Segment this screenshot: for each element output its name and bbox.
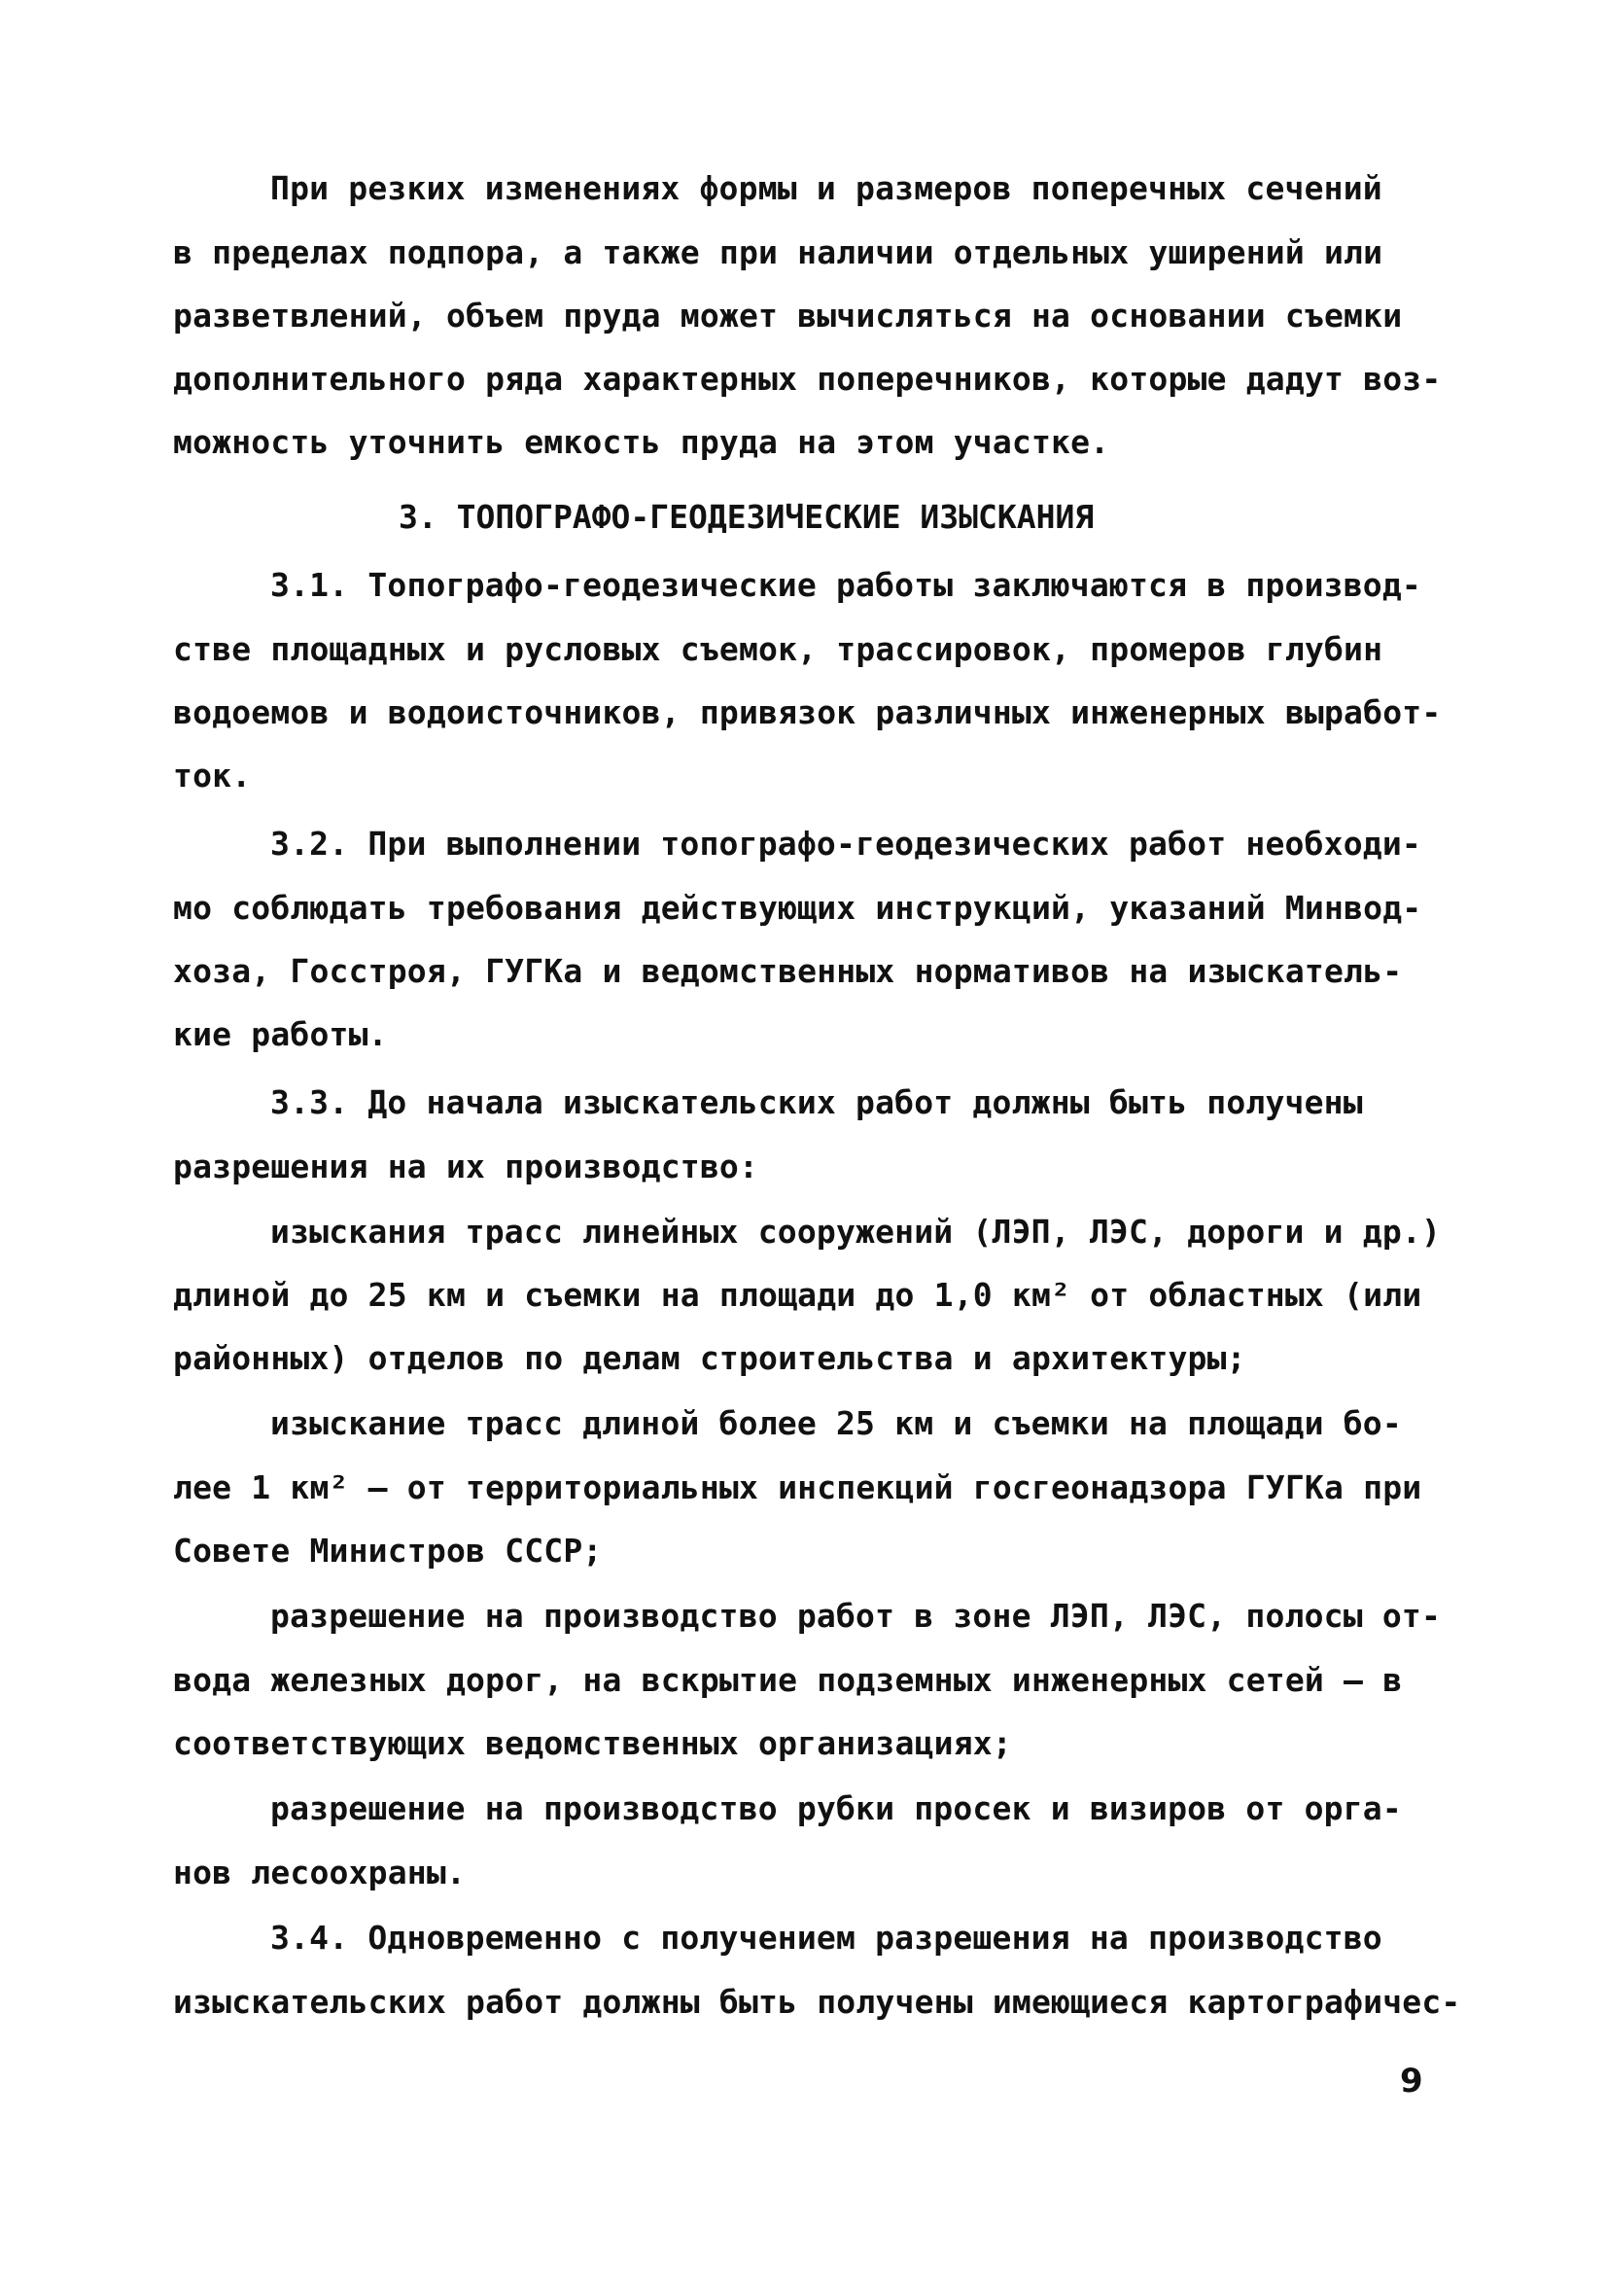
list-item-1-line-2: длиной до 25 км и съемки на площади до 1,0 км² от областных (или [173,1276,1422,1314]
section-3-2-line-3: хоза, Госстроя, ГУГКа и ведомственных нормативов на изыскатель- [173,952,1403,990]
section-3-2-line-4: кие работы. [173,1015,388,1053]
section-3-4-line-2: изыскательских работ должны быть получены имеющиеся картографичес- [173,1983,1461,2021]
list-item-2-line-2: лее 1 км² – от территориальных инспекций госгеонадзора ГУГКа при [173,1468,1422,1506]
list-item-4-line-1: разрешение на производство рубки просек и визиров от орга- [270,1789,1402,1827]
section-3-3-line-2: разрешения на их производство: [173,1148,759,1185]
section-3-1-line-2: стве площадных и русловых съемок, трассировок, промеров глубин [173,630,1383,668]
page-number: 9 [1400,2062,1423,2101]
list-item-3-line-2: вода железных дорог, на вскрытие подземных инженерных сетей – в [173,1661,1403,1699]
intro-line-3: разветвлений, объем пруда может вычисляться на основании съемки [173,297,1403,335]
list-item-3-line-1: разрешение на производство работ в зоне ЛЭП, ЛЭС, полосы от- [270,1597,1442,1635]
intro-line-2: в пределах подпора, а также при наличии отдельных уширений или [173,233,1383,271]
list-item-2-line-3: Совете Министров СССР; [173,1532,603,1570]
list-item-1-line-3: районных) отделов по делам строительства и архитектуры; [173,1339,1246,1377]
section-3-1-line-4: ток. [173,757,252,795]
section-heading: 3. ТОПОГРАФО-ГЕОДЕЗИЧЕСКИЕ ИЗЫСКАНИЯ [399,498,1095,536]
intro-line-1: При резких изменениях формы и размеров поперечных сечений [270,169,1382,207]
list-item-2-line-1: изыскание трасс длиной более 25 км и съемки на площади бо- [270,1404,1402,1442]
section-3-1-line-1: 3.1. Топографо-геодезические работы заключаются в производ- [270,566,1421,604]
intro-line-5: можность уточнить емкость пруда на этом участке. [173,423,1110,461]
list-item-1-line-1: изыскания трасс линейных сооружений (ЛЭП, ЛЭС, дороги и др.) [270,1213,1442,1251]
intro-line-4: дополнительного ряда характерных поперечников, которые дадут воз- [173,360,1442,398]
section-3-2-line-2: мо соблюдать требования действующих инструкций, указаний Минвод- [173,889,1422,927]
section-3-1-line-3: водоемов и водоисточников, привязок различных инженерных выработ- [173,693,1442,731]
section-3-3-line-1: 3.3. До начала изыскательских работ должны быть получены [270,1083,1363,1121]
section-3-2-line-1: 3.2. При выполнении топографо-геодезических работ необходи- [270,825,1421,863]
section-3-4-line-1: 3.4. Одновременно с получением разрешения на производство [270,1919,1382,1957]
list-item-3-line-3: соответствующих ведомственных организациях; [173,1724,1012,1762]
list-item-4-line-2: нов лесоохраны. [173,1854,467,1891]
